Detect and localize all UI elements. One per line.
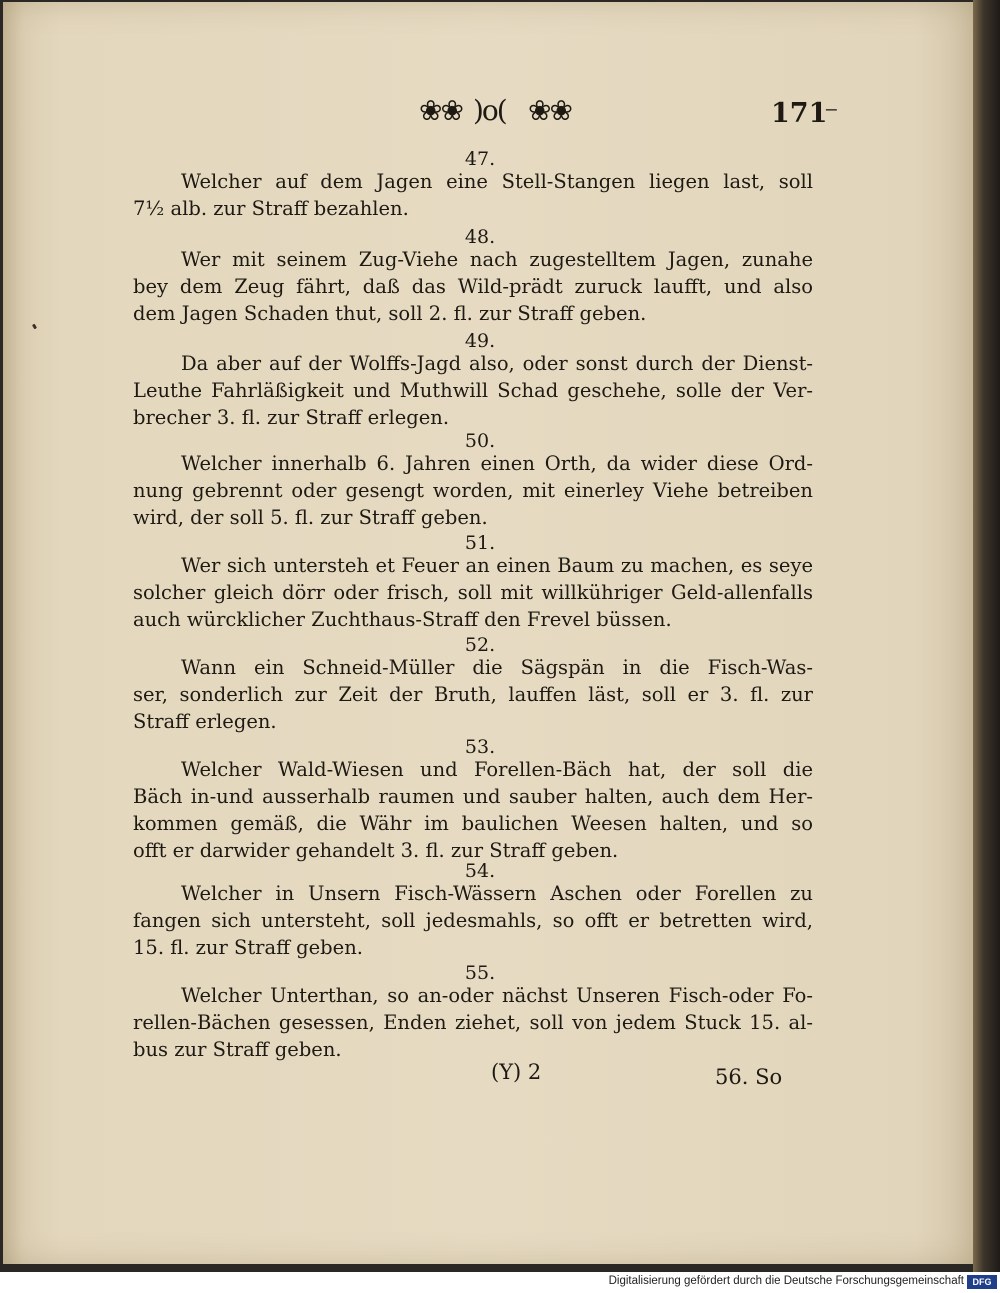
- section-47: [133, 150, 813, 222]
- ornament-center: )o(: [473, 94, 506, 127]
- section-number: 54.: [464, 860, 496, 882]
- section-line: ser, sonderlich zur Zeit der Bruth, lauffen läst, soll er 3. fl. zur: [133, 683, 813, 706]
- ornament-right: ❀❀: [528, 94, 571, 127]
- section-line: nung gebrennt oder gesengt worden, mit einerley Viehe betreiben: [133, 479, 813, 502]
- section-line: Welcher in Unsern Fisch-Wässern Aschen oder Forellen zu: [181, 882, 813, 905]
- section-52: [133, 636, 813, 735]
- section-line: Wann ein Schneid-Müller die Sägspän in die Fisch-Was-: [181, 656, 813, 679]
- section-line: kommen gemäß, die Währ im baulichen Weesen halten, und so: [133, 812, 813, 835]
- section-50: [133, 432, 813, 531]
- section-number: 47.: [464, 148, 496, 170]
- section-line: bey dem Zeug fährt, daß das Wild-prädt zuruck laufft, und also: [133, 275, 813, 298]
- footer-credit: Digitalisierung gefördert durch die Deutsche Forschungsgemeinschaft: [608, 1275, 964, 1287]
- section-number: 53.: [464, 736, 496, 758]
- digitization-footer: [0, 1272, 1000, 1293]
- page-header: [3, 94, 973, 138]
- ink-speck: [32, 324, 37, 330]
- section-line: Wer sich untersteh et Feuer an einen Baum zu machen, es seye: [181, 554, 813, 577]
- section-line: Welcher Wald-Wiesen und Forellen-Bäch hat, der soll die: [181, 758, 813, 781]
- page-number-mark: ‒: [825, 96, 838, 120]
- section-line: bus zur Straff geben.: [133, 1038, 342, 1061]
- section-line: 15. fl. zur Straff geben.: [133, 936, 363, 959]
- section-line: Welcher innerhalb 6. Jahren einen Orth, da wider diese Ord-: [181, 452, 813, 475]
- section-number: 51.: [464, 532, 496, 554]
- section-line: wird, der soll 5. fl. zur Straff geben.: [133, 506, 488, 529]
- signature-mark: (Y) 2: [491, 1060, 542, 1084]
- ornament-left: ❀❀: [419, 94, 462, 127]
- page-number: 171: [771, 98, 828, 129]
- section-number: 50.: [464, 430, 496, 452]
- section-55: [133, 964, 813, 1063]
- section-line: Wer mit seinem Zug-Viehe nach zugestelltem Jagen, zunahe: [181, 248, 813, 271]
- section-line: auch würcklicher Zuchthaus-Straff den Frevel büssen.: [133, 608, 672, 631]
- section-line: 7½ alb. zur Straff bezahlen.: [133, 197, 409, 220]
- section-line: Leuthe Fahrläßigkeit und Muthwill Schad geschehe, solle der Ver-: [133, 379, 813, 402]
- section-51: [133, 534, 813, 633]
- section-line: rellen-Bächen gesessen, Enden ziehet, soll von jedem Stuck 15. al-: [133, 1011, 813, 1034]
- section-line: fangen sich untersteht, soll jedesmahls, so offt er betretten wird,: [133, 909, 813, 932]
- section-line: Bäch in-und ausserhalb raumen und sauber halten, auch dem Her-: [133, 785, 813, 808]
- section-number: 49.: [464, 330, 496, 352]
- section-53: [133, 738, 813, 864]
- section-number: 52.: [464, 634, 496, 656]
- section-54: [133, 862, 813, 961]
- section-line: Da aber auf der Wolffs-Jagd also, oder sonst durch der Dienst-: [181, 352, 813, 375]
- section-48: [133, 228, 813, 327]
- section-line: dem Jagen Schaden thut, soll 2. fl. zur Straff geben.: [133, 302, 647, 325]
- section-line: Welcher auf dem Jagen eine Stell-Stangen liegen last, soll: [181, 170, 813, 193]
- section-line: offt er darwider gehandelt 3. fl. zur Straff geben.: [133, 839, 619, 862]
- section-line: Straff erlegen.: [133, 710, 277, 733]
- section-49: [133, 332, 813, 431]
- section-line: brecher 3. fl. zur Straff erlegen.: [133, 406, 450, 429]
- catchword: 56. So: [715, 1065, 783, 1089]
- book-page: [3, 2, 973, 1264]
- section-number: 55.: [464, 962, 496, 984]
- dfg-logo-icon: DFG: [967, 1275, 997, 1289]
- section-number: 48.: [464, 226, 496, 248]
- book-edge: [973, 0, 1000, 1272]
- section-line: Welcher Unterthan, so an-oder nächst Unseren Fisch-oder Fo-: [181, 984, 813, 1007]
- section-line: solcher gleich dörr oder frisch, soll mit willkühriger Geld-allenfalls: [133, 581, 813, 604]
